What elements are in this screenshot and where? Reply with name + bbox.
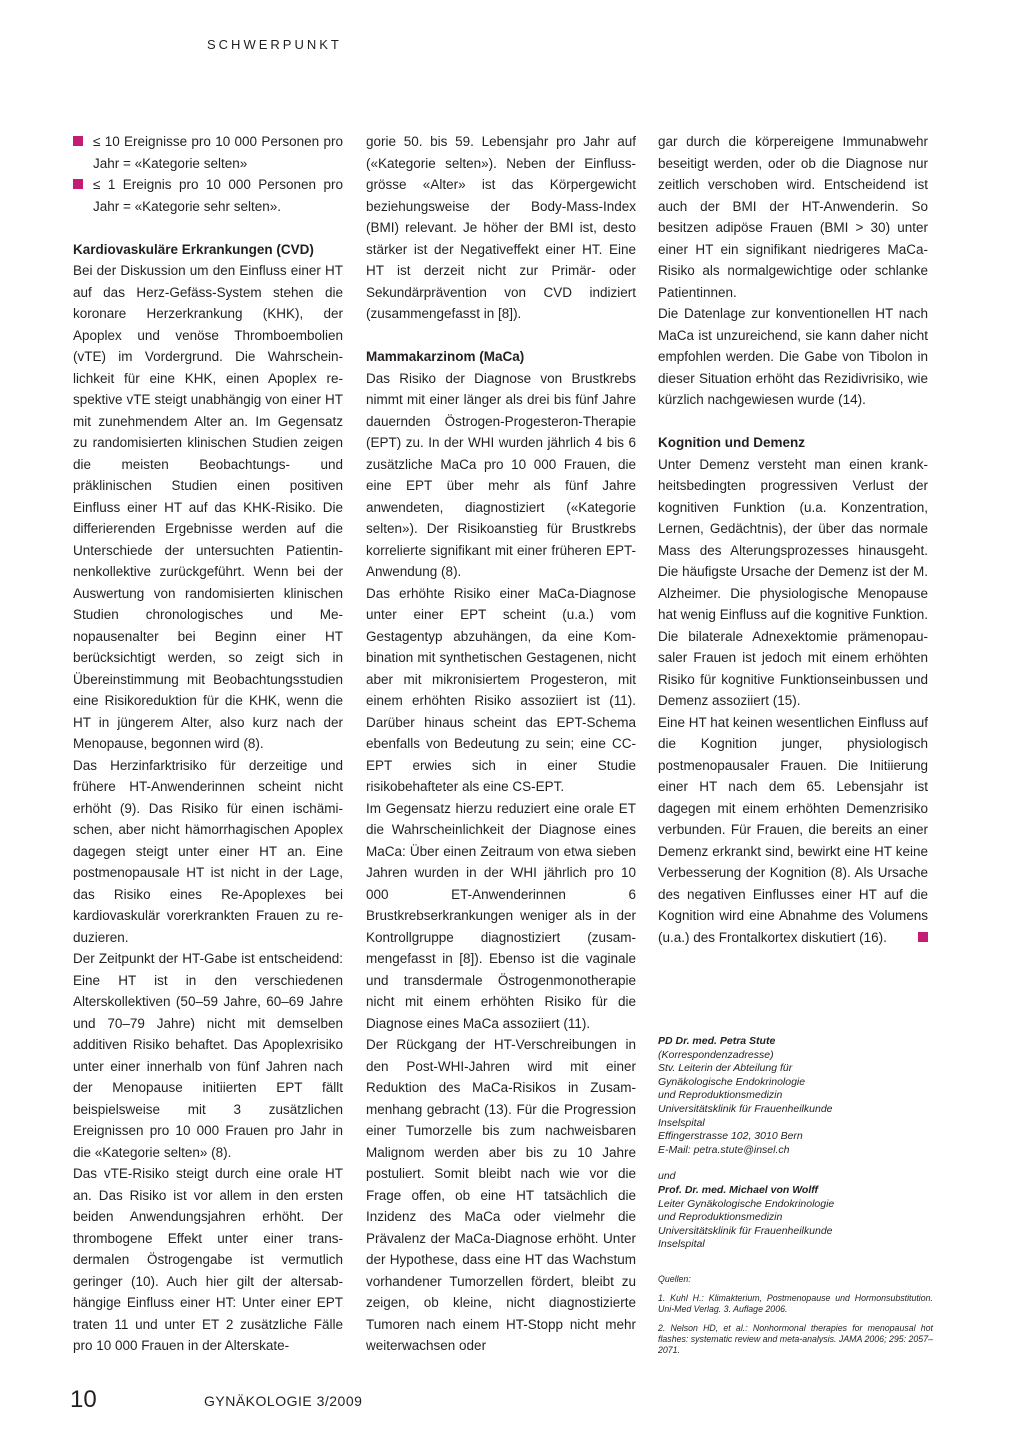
author-line: Inselspital — [658, 1116, 705, 1129]
author-line: Effingerstrasse 102, 3010 Bern — [658, 1130, 803, 1143]
journal-title: GYNÄKOLOGIE 3/2009 — [204, 1393, 363, 1409]
paragraph: Bei der Diskussion um den Einfluss einer HT auf das Herz-Gefäss-System stehen die koronare Herzerkrankung (KHK), der Apoplex und venöse Thromboembolien (vTE) im Vordergrund. Die Wahrscheinlichkeit für eine KHK, einen Apoplex respektive vTE steigt unabhängig von einer HT mit zunehmendem Alter an. Im Gegensatz zu randomisierten klinischen Studien zeigen die meisten Beobachtungs- und präklinischen Studien einen positiven Einfluss einer HT auf das KHK-Risiko. Die differierenden Ergebnisse werden auf die Unterschiede der untersuchten Patientinnenkollektive zurückgeführt. Wenn bei der Auswertung von randomisierten klinischen Studien chronologisches und Menopausenalter bei Beginn einer HT berücksichtigt werden, so zeigt sich in Übereinstimmung mit Beobachtungsstudien eine Risikoreduktion für die KHK, wenn die HT in jüngerem Alter, also kurz nach der Menopause, begonnen wird (8). — [73, 263, 343, 751]
list-item — [73, 174, 343, 217]
column-2 — [366, 131, 636, 1357]
column-1 — [73, 131, 343, 1357]
author-line: und Reproduktionsmedizin — [658, 1211, 783, 1224]
paragraph — [658, 712, 928, 949]
author-line: (Korrespondenzadresse) — [658, 1048, 774, 1061]
heading-cvd: Kardiovaskuläre Erkrankungen (CVD) — [73, 241, 314, 257]
paragraph: Der Rückgang der HT-Verschreibungen in den Post-WHI-Jahren wird mit einer Reduktion des MaCa-Risikos in Zusammenhang gebracht (13). Für die Progression einer Tumorzelle bis zum nachweisbaren Malignom werden aber bis zu 10 Jahre postuliert. Somit bleibt nach wie vor die Frage offen, ob eine HT tatsächlich die Inzidenz des MaCa oder vielmehr die Prävalenz der MaCa-Diagnose erhöht. Unter der Hypothese, dass eine HT das Wachstum vorhandener Tumorzellen fördert, bleibt zu zeigen, ob kleine, nicht diagnostizierte Tumoren nach einem HT-Stopp nicht mehr weiterwachsen oder — [366, 1037, 636, 1353]
author-line: Gynäkologische Endokrinologie — [658, 1075, 806, 1088]
paragraph: Das vTE-Risiko steigt durch eine orale HT an. Das Risiko ist vor allem in den ersten beiden Anwendungsjahren erhöht. Der thrombogene Effekt unter einer transdermalen Östrogengabe ist vermutlich geringer (10). Auch hier gilt der altersabhängige Einfluss einer HT: Unter einer EPT traten 11 und unter ET 2 zusätzliche Fälle pro 10 000 Frauen in der Alterskate- — [73, 1166, 343, 1353]
heading-kognition: Kognition und Demenz — [658, 435, 805, 450]
end-mark-icon — [918, 932, 928, 942]
bullet-square-icon — [73, 179, 83, 189]
bullet-text: ≤ 1 Ereignis pro 10 000 Personen pro Jahr = «Kategorie sehr selten». — [93, 177, 343, 214]
heading-maca: Mammakarzinom (MaCa) — [366, 349, 525, 364]
references — [658, 1274, 933, 1356]
author-line: Leiter Gynäkologische Endokrinologie — [658, 1197, 835, 1210]
references-label: Quellen: — [658, 1274, 691, 1284]
paragraph: Die Datenlage zur konventionellen HT nach MaCa ist unzureichend, sie kann daher nicht empfohlen werden. Die Gabe von Tibolon in dieser Situation erhöht das Rezidivrisiko, wie kürzlich nachgewiesen wurde (14). — [658, 306, 928, 407]
paragraph: Unter Demenz versteht man einen krankheitsbedingten progressiven Verlust der kognitiven Funktion (u.a. Konzentration, Lernen, Gedächtnis), der über das normale Mass des Alterungsprozesses hinausgeht. Die häufigste Ursache der Demenz ist der M. Alzheimer. Die physiologische Menopause hat wenig Einfluss auf die kognitive Funktion. Die bilaterale Adnexektomie prämenopausaler Frauen ist jedoch mit einem erhöhten Risiko für kognitive Funktionseinbussen und Demenz assoziiert (15). — [658, 456, 928, 708]
paragraph: Der Zeitpunkt der HT-Gabe ist entscheidend: Eine HT ist in den verschiedenen Alterskollektiven (50–59 Jahre, 60–69 Jahre und 70–79 Jahre) nicht mit demselben additiven Risiko behaftet. Das Apoplexrisiko unter einer innerhalb von fünf Jahren nach der Menopause initiierten EPT fällt beispielsweise mit 3 zusätzlichen Ereignissen pro 10 000 Frauen pro Jahr in die «Kategorie selten» (8). — [73, 951, 343, 1160]
paragraph: gar durch die körpereigene Immunabwehr beseitigt werden, oder ob die Diagnose nur zeitlich verschoben wird. Entscheidend ist auch der BMI der HT-Anwenderin. So besitzen adipöse Frauen (BMI > 30) unter einer HT ein signifikant niedrigeres MaCa-Risiko als normalgewichtige oder schlanke Patientinnen. — [658, 134, 928, 300]
page-number: 10 — [70, 1386, 97, 1413]
bullet-square-icon — [73, 136, 83, 146]
paragraph: Das Herzinfarktrisiko für derzeitige und frühere HT-Anwenderinnen scheint nicht erhöht (9). Das Risiko für einen ischämischen, aber nicht hämorrhagischen Apoplex dagegen steigt unter einer HT an. Eine postmenopausale HT ist nicht in der Lage, das Risiko eines Re-Apoplexes bei kardiovaskulär vorerkrankten Frauen zu reduzieren. — [73, 757, 343, 945]
author-line: Inselspital — [658, 1238, 705, 1251]
author-line: Universitätsklinik für Frauenheilkunde — [658, 1224, 833, 1237]
paragraph-text: Eine HT hat keinen wesentlichen Einfluss auf die Kognition junger, physiologisch postmenopausaler Frauen. Die Initiierung einer HT nach dem 65. Lebensjahr ist dagegen mit einem erhöhten Demenzrisiko verbunden. Für Frauen, die bereits an einer Demenz erkrankt sind, bewirkt eine HT keine Verbesserung der Kognition (8). Als Ursache des negativen Einflusses einer HT auf die Kognition wird eine Abnahme des Volumens (u.a.) des Frontalkortex diskutiert (16). — [658, 714, 928, 945]
paragraph: Das erhöhte Risiko einer MaCa-Diagnose unter einer EPT scheint (u.a.) vom Gestagentyp abzuhängen, da eine Kombination mit synthetischen Gestagenen, nicht aber mit mikronisiertem Progesteron, mit einem erhöhten Risiko assoziiert ist (11). Darüber hinaus scheint das EPT-Schema ebenfalls von Bedeutung zu sein; eine CC-EPT erwies sich in einer Studie risikobehafteter als eine CS-EPT. — [366, 585, 636, 794]
author-info — [658, 1035, 933, 1252]
author-line: Stv. Leiterin der Abteilung für — [658, 1062, 793, 1075]
bullet-text: ≤ 10 Ereignisse pro 10 000 Personen pro Jahr = «Kategorie selten» — [93, 134, 343, 171]
author-name: PD Dr. med. Petra Stute — [658, 1035, 776, 1047]
author-line: und Reproduktionsmedizin — [658, 1089, 783, 1102]
paragraph: gorie 50. bis 59. Lebensjahr pro Jahr auf («Kategorie selten»). Neben der Einflussgrösse «Alter» ist das Körpergewicht beziehungsweise der Body-Mass-Index (BMI) relevant. Je höher der BMI ist, desto stärker ist der Negativeffekt einer HT. Eine HT ist derzeit nicht zur Primär- oder Sekundärprävention von CVD indiziert (zusammengefasst in [8]). — [366, 134, 636, 321]
column-3 — [658, 131, 928, 948]
paragraph: Im Gegensatz hierzu reduziert eine orale ET die Wahrscheinlichkeit der Diagnose eines MaCa: Über einen Zeitraum von etwa sieben Jahren wurden in der WHI jährlich pro 10 000 ET-Anwenderinnen 6 Brustkrebserkrankungen weniger als in der Kontrollgruppe diagnostiziert (zusammengefasst in [8]). Ebenso ist die vaginale und transdermale Östrogenmonotherapie nicht mit einem erhöhten Risiko für die Diagnose eines MaCa assoziiert (11). — [366, 800, 636, 1031]
section-header: SCHWERPUNKT — [207, 37, 342, 52]
author-line: Universitätsklinik für Frauenheilkunde — [658, 1102, 833, 1115]
paragraph: Das Risiko der Diagnose von Brustkrebs nimmt mit einer länger als drei bis fünf Jahre dauernden Östrogen-Progesteron-Therapie (EPT) zu. In der WHI wurden jährlich 4 bis 6 zusätzliche MaCa pro 10 000 Frauen, die eine EPT über mehr als fünf Jahre anwendeten, diagnostiziert («Kategorie selten»). Der Risikoanstieg für Brustkrebs korrelierte signifikant mit einer früheren EPT-Anwendung (8). — [366, 370, 636, 579]
reference-item: 1. Kuhl H.: Klimakterium, Postmenopause und Hormonsubstitution. Uni-Med Verlag. 3. Auflage 2006. — [658, 1293, 933, 1314]
reference-item: 2. Nelson HD, et al.: Nonhormonal therapies for menopausal hot flashes: systematic review and meta-analysis. JAMA 2006; 295: 2057–2071. — [658, 1323, 933, 1355]
list-item — [73, 131, 343, 174]
author-email: E-Mail: petra.stute@insel.ch — [658, 1143, 790, 1156]
author-name: Prof. Dr. med. Michael von Wolff — [658, 1183, 819, 1196]
author-conjunction: und — [658, 1170, 676, 1183]
